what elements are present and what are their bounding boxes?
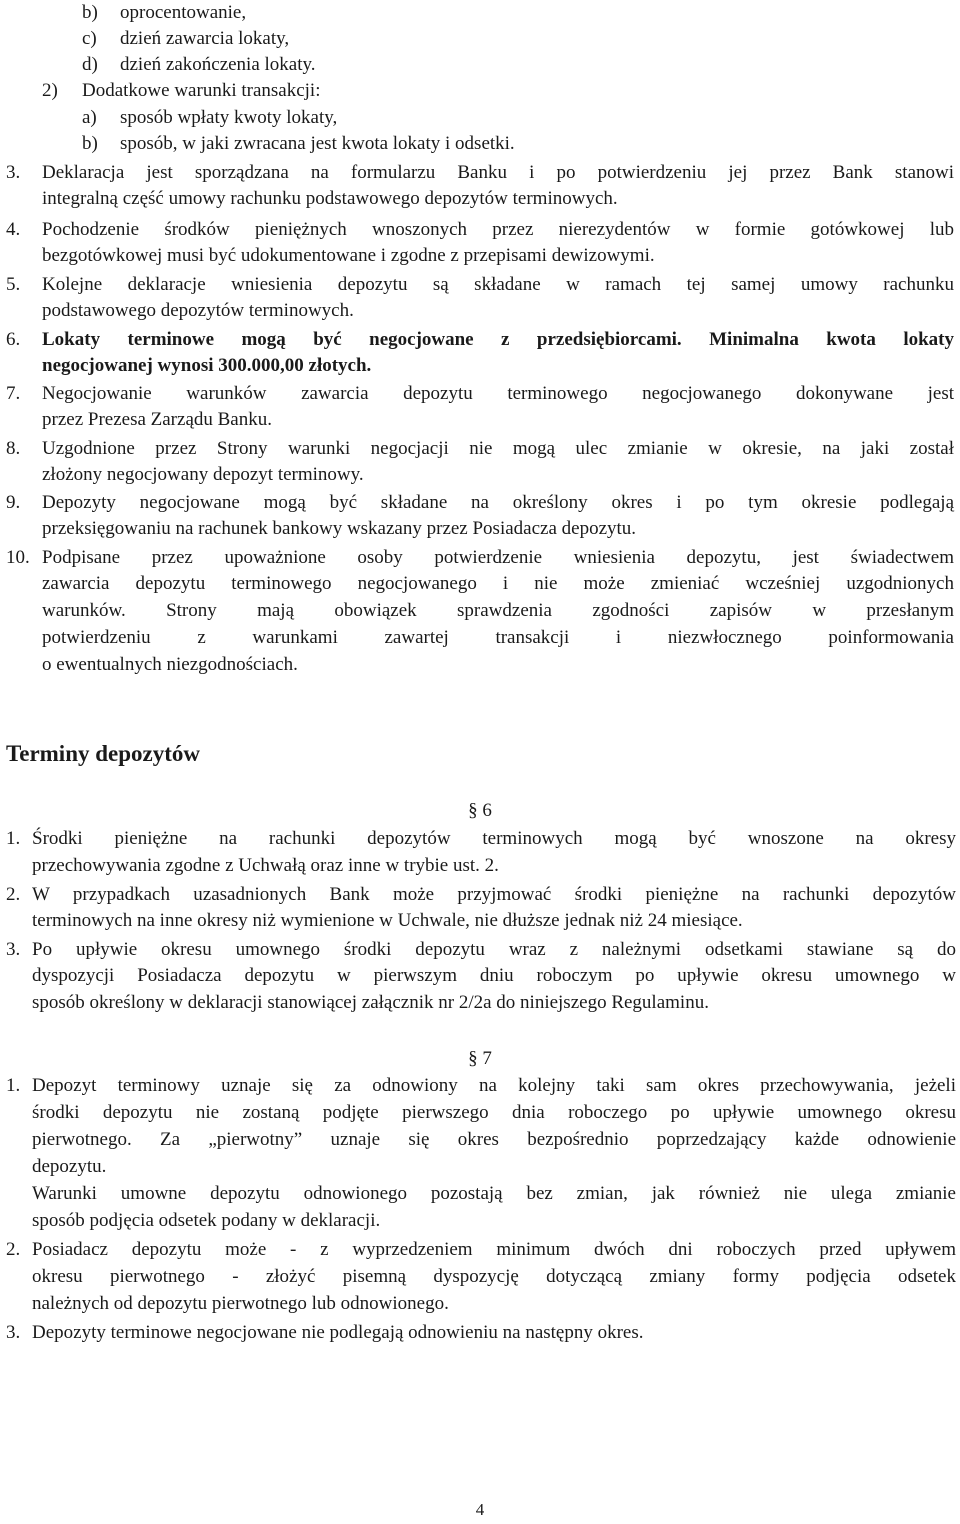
list-item-line: pierwotnego. Za „pierwotny” uznaje się okres bezpośrednio poprzedzający każde odnowienie xyxy=(32,1129,956,1150)
item-number: 3. xyxy=(6,939,21,960)
list-item-line: integralną część umowy rachunku podstawowego depozytów terminowych. xyxy=(42,188,618,209)
list-item-line: Po upływie okresu umownego środki depozytu wraz z należnymi odsetkami stawiane są do xyxy=(32,939,956,960)
list-item-line: Negocjowanie warunków zawarcia depozytu terminowego negocjowanego dokonywane jest xyxy=(42,383,954,404)
list-item-line: okresu pierwotnego - złożyć pisemną dyspozycję dotyczącą zmiany formy podjęcia odsetek xyxy=(32,1266,956,1287)
list-item-line: Kolejne deklaracje wniesienia depozytu są składane w ramach tej samej umowy rachunku xyxy=(42,274,954,295)
list-marker: b) xyxy=(82,2,98,23)
list-item-line: sposób podjęcia odsetek podany w deklaracji. xyxy=(32,1210,381,1231)
list-item-line: warunków. Strony mają obowiązek sprawdzenia zgodności zapisów w przesłanym xyxy=(42,600,954,621)
list-item-line: bezgotówkowej musi być udokumentowane i zgodne z przepisami dewizowymi. xyxy=(42,245,655,266)
list-marker: c) xyxy=(82,28,97,49)
list-item-line: Środki pieniężne na rachunki depozytów terminowych mogą być wnoszone na okresy xyxy=(32,828,956,849)
list-item-text: sposób wpłaty kwoty lokaty, xyxy=(120,107,338,128)
list-item-line: należnych od depozytu pierwotnego lub odnowionego. xyxy=(32,1293,449,1314)
list-item-line: Warunki umowne depozytu odnowionego pozostają bez zmian, jak również nie ulega zmianie xyxy=(32,1183,956,1204)
section-title: § 6 xyxy=(468,800,492,821)
item-number: 3. xyxy=(6,1322,21,1343)
item-number: 2. xyxy=(6,884,21,905)
list-item-line: przez Prezesa Zarządu Banku. xyxy=(42,409,272,430)
list-item-line: potwierdzeniu z warunkami zawartej transakcji i niezwłocznego poinformowania xyxy=(42,627,954,648)
list-item-line: Podpisane przez upoważnione osoby potwierdzenie wniesienia depozytu, jest świadectwem xyxy=(42,547,954,568)
list-item-line: podstawowego depozytów terminowych. xyxy=(42,300,354,321)
list-item-text: sposób, w jaki zwracana jest kwota lokaty i odsetki. xyxy=(120,133,515,154)
item-number: 8. xyxy=(6,438,21,459)
list-marker: 2) xyxy=(42,80,58,101)
list-item-line: depozytu. xyxy=(32,1156,107,1177)
list-item-line: Lokaty terminowe mogą być negocjowane z przedsiębiorcami. Minimalna kwota lokaty xyxy=(42,329,954,350)
item-number: 2. xyxy=(6,1239,21,1260)
section-heading: Terminy depozytów xyxy=(6,741,201,766)
list-item-line: negocjowanej wynosi 300.000,00 złotych. xyxy=(42,355,372,376)
page-number: 4 xyxy=(475,1500,485,1519)
item-number: 3. xyxy=(6,162,21,183)
list-item-line: W przypadkach uzasadnionych Bank może przyjmować środki pieniężne na rachunki depozytów xyxy=(32,884,956,905)
item-number: 4. xyxy=(6,219,21,240)
item-number: 5. xyxy=(6,274,21,295)
list-item-line: Depozyty negocjowane mogą być składane na określony okres i po tym okresie podlegają xyxy=(42,492,954,513)
item-number: 7. xyxy=(6,383,21,404)
list-item-line: zawarcia depozytu terminowego negocjowanego i nie może zmieniać wcześniej uzgodnionych xyxy=(42,573,954,594)
list-item-line: środki depozytu nie zostaną podjęte pierwszego dnia roboczego po upływie umownego okresu xyxy=(32,1102,956,1123)
list-item-line: złożony negocjowany depozyt terminowy. xyxy=(42,464,364,485)
list-item-text: dzień zawarcia lokaty, xyxy=(120,28,290,49)
list-item-text: oprocentowanie, xyxy=(120,2,247,23)
item-number: 10. xyxy=(6,547,30,568)
list-item-line: terminowych na inne okresy niż wymienione w Uchwale, nie dłuższe jednak niż 24 miesiące. xyxy=(32,910,743,931)
item-number: 6. xyxy=(6,329,21,350)
list-item-line: Depozyty terminowe negocjowane nie podlegają odnowieniu na następny okres. xyxy=(32,1322,644,1343)
list-item-line: Depozyt terminowy uznaje się za odnowiony na kolejny taki sam okres przechowywania, jeżeli xyxy=(32,1075,956,1096)
list-item-line: przechowywania zgodne z Uchwałą oraz inne w trybie ust. 2. xyxy=(32,855,499,876)
list-item-line: sposób określony w deklaracji stanowiącej załącznik nr 2/2a do niniejszego Regulaminu. xyxy=(32,992,709,1013)
list-marker: b) xyxy=(82,133,98,154)
list-item-text: dzień zakończenia lokaty. xyxy=(120,54,316,75)
list-item-line: dyspozycji Posiadacza depozytu w pierwszym dniu roboczym po upływie okresu umownego w xyxy=(32,965,956,986)
list-item-line: Deklaracja jest sporządzana na formularzu Banku i po potwierdzeniu jej przez Bank stanowi xyxy=(42,162,954,183)
list-marker: a) xyxy=(82,107,97,128)
list-marker: d) xyxy=(82,54,98,75)
list-item-line: o ewentualnych niezgodnościach. xyxy=(42,654,298,675)
list-item-line: Uzgodnione przez Strony warunki negocjacji nie mogą ulec zmianie w okresie, na jaki został xyxy=(42,438,954,459)
list-item-line: Pochodzenie środków pieniężnych wnoszonych przez nierezydentów w formie gotówkowej lub xyxy=(42,219,954,240)
list-item-line: Posiadacz depozytu może - z wyprzedzeniem minimum dwóch dni roboczych przed upływem xyxy=(32,1239,956,1260)
item-number: 9. xyxy=(6,492,21,513)
section-title: § 7 xyxy=(468,1048,492,1069)
item-number: 1. xyxy=(6,1075,21,1096)
list-item-line: przeksięgowaniu na rachunek bankowy wskazany przez Posiadacza depozytu. xyxy=(42,518,637,539)
item-number: 1. xyxy=(6,828,21,849)
list-item-text: Dodatkowe warunki transakcji: xyxy=(82,80,321,101)
